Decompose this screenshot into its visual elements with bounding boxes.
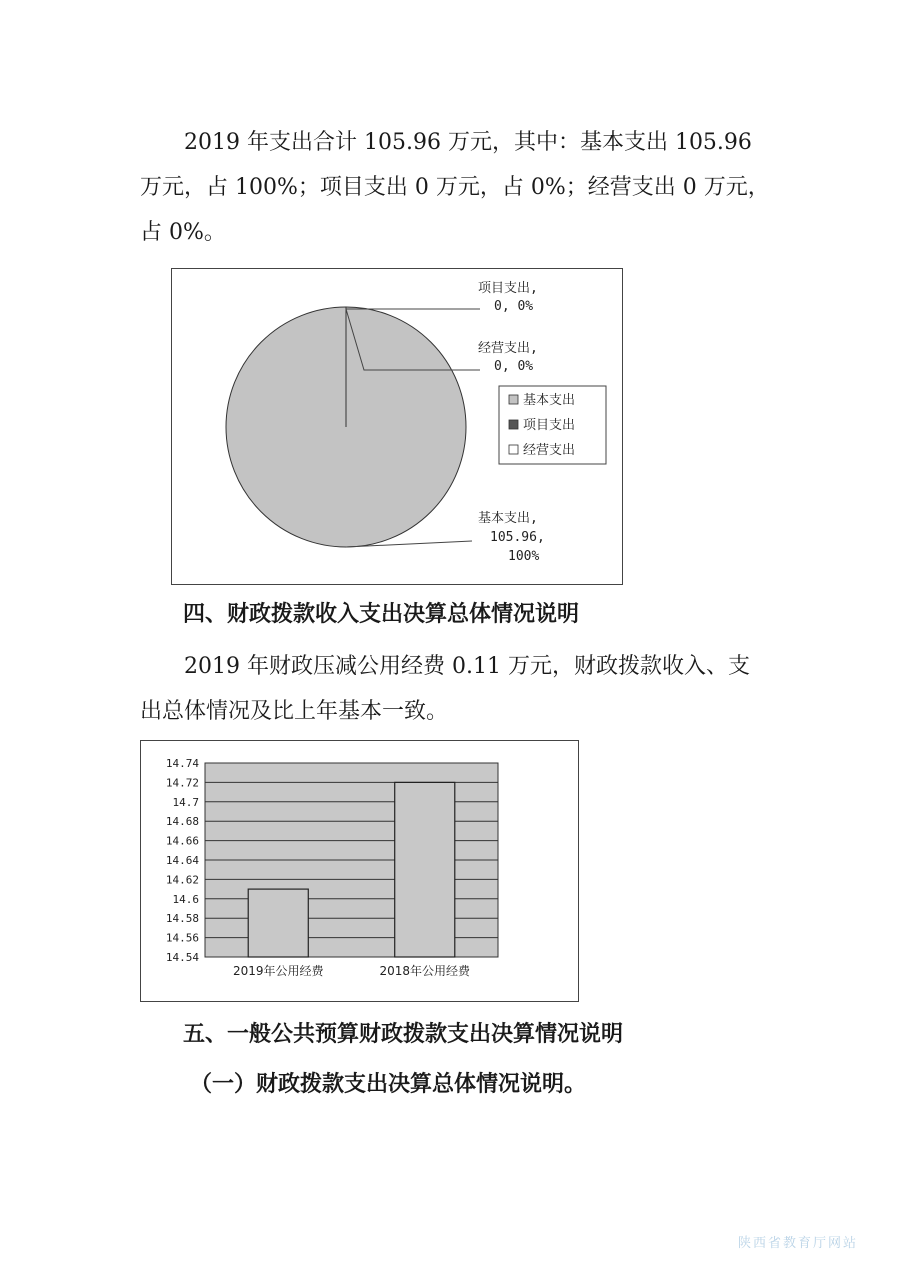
y-tick-label: 14.56 [165, 931, 199, 945]
pie-label-project-detail: 0, 0% [494, 299, 534, 314]
y-tick-label: 14.62 [165, 873, 199, 887]
subsection-heading-5-1: （一）财政拨款支出决算总体情况说明。 [190, 1072, 587, 1097]
y-tick-label: 14.72 [165, 776, 199, 790]
legend-swatch-operating [509, 445, 518, 454]
pie-label-basic-percent: 100% [508, 549, 540, 564]
pie-label-operating-name: 经营支出, [478, 341, 538, 356]
section-heading-5: 五、一般公共预算财政拨款支出决算情况说明 [183, 1022, 624, 1047]
y-tick-label: 14.58 [165, 912, 199, 926]
bar-chart-canvas [141, 741, 578, 1001]
y-tick-label: 14.7 [172, 795, 199, 809]
public-expense-bar-chart [140, 740, 579, 1002]
y-tick-label: 14.66 [165, 834, 199, 848]
pie-label-project-name: 项目支出, [478, 281, 538, 296]
bar-2018 [395, 782, 455, 957]
y-tick-label: 14.64 [165, 854, 199, 867]
legend-label-project: 项目支出 [523, 418, 576, 433]
legend-label-operating: 经营支出 [523, 443, 576, 458]
y-tick-label: 14.6 [172, 892, 199, 906]
section-heading-4: 四、财政拨款收入支出决算总体情况说明 [183, 602, 580, 627]
expense-pie-chart [171, 268, 623, 585]
site-watermark: 陕西省教育厅网站 [738, 1236, 859, 1251]
bar-2019 [248, 889, 308, 957]
legend-swatch-project [509, 420, 518, 429]
pie-label-basic-name: 基本支出, [478, 511, 538, 526]
x-category-label: 2019年公用经费 [232, 964, 324, 978]
y-tick-label: 14.54 [165, 951, 199, 964]
legend-label-basic: 基本支出 [523, 393, 576, 408]
y-tick-label: 14.74 [165, 757, 199, 770]
legend-swatch-basic [509, 395, 518, 404]
pie-label-operating-detail: 0, 0% [494, 359, 534, 374]
pie-chart-canvas [172, 269, 622, 584]
expense-summary-paragraph: 2019 年支出合计 105.96 万元，其中：基本支出 105.96 万元，占 100%；项目支出 0 万元，占 0%；经营支出 0 万元，占 0%。 [140, 130, 770, 245]
x-category-label: 2018年公用经费 [379, 964, 471, 978]
pie-label-basic-value: 105.96, [490, 530, 545, 545]
y-tick-label: 14.68 [165, 815, 199, 829]
appropriation-summary-paragraph: 2019 年财政压减公用经费 0.11 万元，财政拨款收入、支出总体情况及比上年基本一致。 [140, 654, 750, 724]
